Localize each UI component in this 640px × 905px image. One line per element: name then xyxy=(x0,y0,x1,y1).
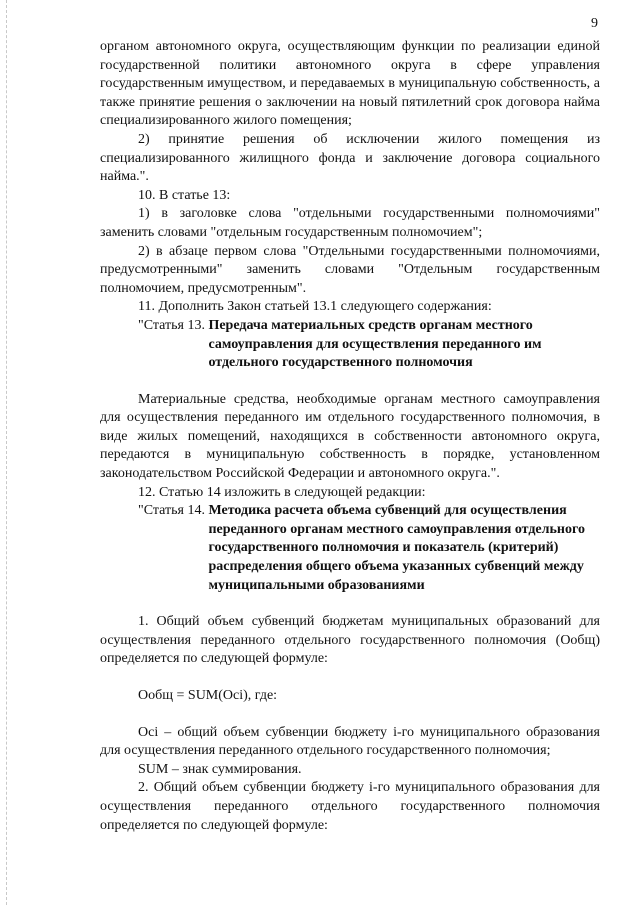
paragraph: органом автономного округа, осуществляющим функции по реализации единой государственной политики автономного округа в сфере управления государственным имуществом, и передаваемых в муниципальную собственность, а также принятие решения о заключении на новый пятилетний срок договора найма специализированного жилого помещения; xyxy=(100,39,600,129)
page-number: 9 xyxy=(591,16,598,31)
document-body xyxy=(100,38,600,835)
paragraph: 11. Дополнить Закон статьей 13.1 следующего содержания: xyxy=(138,299,492,315)
paragraph: 1) в заголовке слова "отдельными государственными полномочиями" заменить словами "отдельным государственным полномочием"; xyxy=(100,206,600,240)
article-heading-14 xyxy=(100,502,600,595)
paragraph: SUM – знак суммирования. xyxy=(138,761,302,777)
paragraph: 2. Общий объем субвенции бюджету i-го муниципального образования для осуществления переданного отдельного государственного полномочия определяется по следующей формуле: xyxy=(100,780,600,833)
paragraph: 10. В статье 13: xyxy=(138,187,231,203)
article-title: Передача материальных средств органам местного самоуправления для осуществления переданного им отдельного государственного полномочия xyxy=(208,317,542,371)
paragraph: 12. Статью 14 изложить в следующей редакции: xyxy=(138,484,426,500)
paragraph: 1. Общий объем субвенций бюджетам муниципальных образований для осуществления переданного отдельного государственного полномочия (Ообщ) определяется по следующей формуле: xyxy=(100,614,600,667)
article-heading-13-1 xyxy=(100,317,600,373)
formula: Ообщ = SUM(Оci), где: xyxy=(138,688,278,703)
paragraph: 2) принятие решения об исключении жилого помещения из специализированного жилищного фонда и заключение договора социального найма.". xyxy=(100,131,600,185)
paragraph: 2) в абзаце первом слова "Отдельными государственными полномочиями, предусмотренными" заменить словами "Отдельным государственным полномочием, предусмотренным". xyxy=(100,243,600,296)
scan-edge-line xyxy=(6,0,7,905)
paragraph: Материальные средства, необходимые органам местного самоуправления для осуществления переданного им отдельного государственного полномочия, в виде жилых помещений, находящихся в собственности автономного округа, передаются в муниципальную собственность в порядке, установленном законодательством Российской Федерации и автономного округа.". xyxy=(100,391,600,482)
article-lead: "Статья 14. xyxy=(138,503,209,519)
article-title: Методика расчета объема субвенций для осуществления переданного органам местного самоуправления отдельного государственного полномочия и показатель (критерий) распределения общего объема указанных субвенций между муниципальными образованиями xyxy=(208,503,585,593)
paragraph: Оci – общий объем субвенции бюджету i-го муниципального образования для осуществления переданного отдельного государственного полномочия; xyxy=(100,724,600,759)
article-lead: "Статья 13. xyxy=(138,317,209,333)
